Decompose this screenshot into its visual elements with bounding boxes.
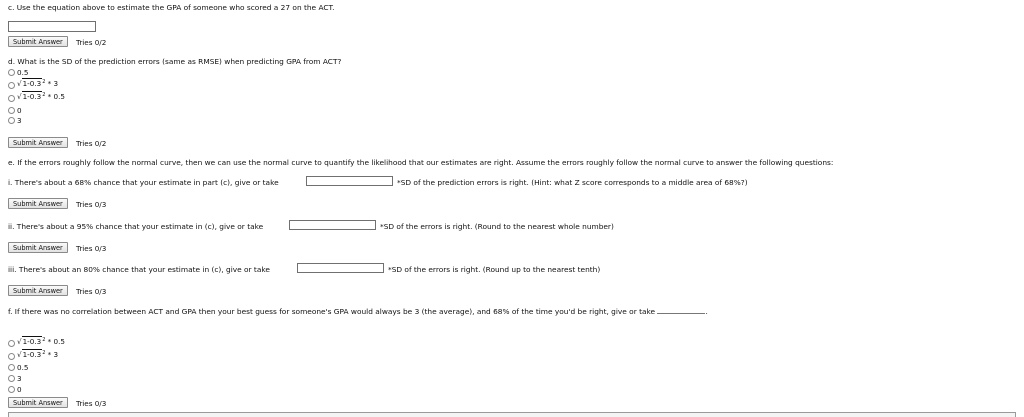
sqrt-symbol: $√1-0.3^2$ (17, 337, 46, 346)
option-f-4: 0 (17, 385, 22, 394)
question-e-ii-after: *SD of the errors is right. (Round to the nearest whole number) (380, 222, 614, 231)
question-c-prompt: c. Use the equation above to estimate the GPA of someone who scored a 27 on the ACT. (8, 3, 335, 12)
answer-blank (657, 313, 705, 314)
question-e-prompt: e. If the errors roughly follow the normal curve, then we can use the normal curve to quantify the likelihood that our estimates are right. Assume the errors roughly follow the normal curve to answer the following questions: (8, 158, 834, 167)
submit-button-d[interactable]: Submit Answer (8, 137, 68, 148)
radio-f-0[interactable] (8, 340, 15, 347)
option-d-1: $√1-0.3^2 * 3$ (17, 79, 59, 88)
sqrt-symbol: $√1-0.3^2$ (17, 92, 46, 101)
tries-f: Tries 0/3 (76, 399, 107, 408)
question-f-prompt: f. If there was no correlation between ACT and GPA then your best guess for someone's GPA would always be 3 (the average), and 68% of the time you'd be right, give or take . (8, 307, 708, 316)
submit-button-e-i[interactable]: Submit Answer (8, 198, 68, 209)
tries-e-i: Tries 0/3 (76, 200, 107, 209)
radio-f-1[interactable] (8, 353, 15, 360)
tries-c: Tries 0/2 (76, 38, 107, 47)
option-d-2: $√1-0.3^2 * 0.5$ (17, 92, 65, 101)
radio-d-2[interactable] (8, 95, 15, 102)
tries-e-ii: Tries 0/3 (76, 244, 107, 253)
radio-f-4[interactable] (8, 386, 15, 393)
radio-f-3[interactable] (8, 375, 15, 382)
option-d-3: 0 (17, 106, 22, 115)
radio-d-0[interactable] (8, 69, 15, 76)
question-e-ii-text: ii. There's about a 95% chance that your estimate in (c), give or take (8, 222, 264, 231)
question-e-iii-after: *SD of the errors is right. (Round up to the nearest tenth) (388, 265, 601, 274)
option-f-3: 3 (17, 374, 22, 383)
radio-d-1[interactable] (8, 82, 15, 89)
sqrt-symbol: $√1-0.3^2$ (17, 350, 46, 359)
answer-e-i-input[interactable] (306, 176, 393, 186)
tries-d: Tries 0/2 (76, 139, 107, 148)
question-e-iii-text: iii. There's about an 80% chance that your estimate in (c), give or take (8, 265, 270, 274)
radio-d-4[interactable] (8, 117, 15, 124)
option-d-0: 0.5 (17, 68, 29, 77)
submit-button-c[interactable]: Submit Answer (8, 36, 68, 47)
question-e-i-text: i. There's about a 68% chance that your estimate in part (c), give or take (8, 178, 279, 187)
option-d-4: 3 (17, 116, 22, 125)
tries-e-iii: Tries 0/3 (76, 287, 107, 296)
answer-c-input[interactable] (8, 21, 96, 32)
submit-button-e-iii[interactable]: Submit Answer (8, 285, 68, 296)
radio-d-3[interactable] (8, 107, 15, 114)
answer-e-ii-input[interactable] (289, 220, 376, 230)
option-f-2: 0.5 (17, 363, 29, 372)
question-d-prompt: d. What is the SD of the prediction errors (same as RMSE) when predicting GPA from ACT? (8, 57, 342, 66)
option-f-1: $√1-0.3^2 * 3$ (17, 350, 59, 359)
answer-e-iii-input[interactable] (297, 263, 384, 273)
sqrt-symbol: $√1-0.3^2$ (17, 79, 46, 88)
next-section-box (8, 412, 1016, 417)
submit-button-f[interactable]: Submit Answer (8, 397, 68, 408)
question-e-i-after: *SD of the prediction errors is right. (Hint: what Z score corresponds to a middle area of 68%?) (397, 178, 748, 187)
option-f-0: $√1-0.3^2 * 0.5$ (17, 337, 65, 346)
submit-button-e-ii[interactable]: Submit Answer (8, 242, 68, 253)
radio-f-2[interactable] (8, 364, 15, 371)
